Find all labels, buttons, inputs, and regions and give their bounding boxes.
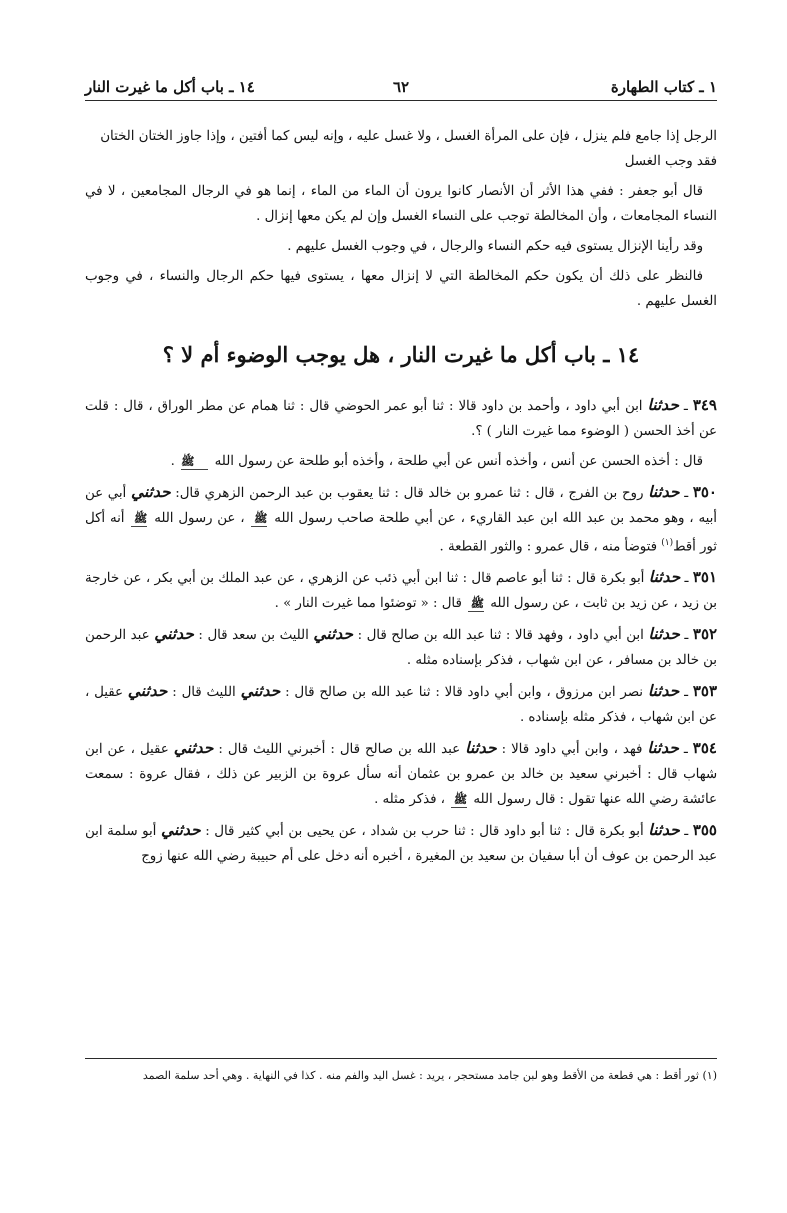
hadith-text: الليث بن سعد قال : (198, 628, 309, 644)
hadith-number: ٣٥٣ (692, 682, 718, 701)
hadith-text: عقيل ، عن ابن شهاب قال : أخبرني سعيد بن خالد بن عمرو بن عثمان أنه سأل عروة بن الزبير عن ذلك ، فقال عروة : سمعت عائشة رضي الله عنها تقول : قال رسول الله (85, 742, 717, 808)
hadith-text: قال : أخذه الحسن عن أنس ، وأخذه أنس عن أبي طلحة ، وأخذه أبو طلحة عن رسول الله (214, 454, 703, 469)
intro-paragraph-3: وقد رأينا الإنزال يستوى فيه حكم النساء والرجال ، في وجوب الغسل عليهم . (287, 239, 703, 254)
hadith-text: قال : « توضئوا مما غيرت النار » . (274, 596, 462, 612)
page-body (85, 124, 717, 874)
hadith-number: ٣٥٥ (692, 821, 717, 840)
hadith-marker: حدثني (313, 624, 354, 644)
salutation-glyph: ﷺ (131, 512, 147, 527)
hadith-355: ٣٥٥ ـ حدثنا أبو بكرة قال : ثنا أبو داود قال : ثنا حرب بن شداد ، عن يحيى بن أبي كثير قال : حدثني أبو سلمة ابن عبد الرحمن بن عوف أن أبا سفيان بن سعيد بن المغيرة ، أخبره أنه دخل على أم حبيبة رضي الله عنها زوج (85, 820, 717, 865)
hadith-number: ٣٥٠ (692, 483, 717, 501)
hadith-marker: حدثني (160, 820, 201, 840)
intro-text: الرجل إذا جامع فلم ينزل ، فإن على المرأة الغسل ، ولا غسل عليه ، وإنه ليس كما أفتين ، وإذا جاوز الختان الختان (100, 129, 717, 144)
hadith-text: أبو سلمة ابن عبد الرحمن بن عوف أن أبا سفيان بن سعيد بن المغيرة ، أخبره أنه دخل على أم حبيبة رضي الله عنها زوج (85, 824, 717, 865)
hadith-marker: حدثني (240, 681, 281, 701)
intro-paragraph-1 (85, 124, 717, 174)
hadith-353: ٣٥٣ ـ حدثنا نصر ابن مرزوق ، وابن أبي داود قالا : ثنا عبد الله بن صالح قال : حدثني الليث قال : حدثني عقيل ، عن ابن شهاب ، فذكر مثله بإسناده . (85, 681, 718, 726)
hadith-349-continuation: قال : أخذه الحسن عن أنس ، وأخذه أنس عن أبي طلحة ، وأخذه أبو طلحة عن رسول الله ﷺ . (170, 454, 703, 469)
salutation-glyph: ﷺ (181, 455, 208, 470)
intro-paragraph-2: قال أبو جعفر : ففي هذا الأثر أن الأنصار كانوا يرون أن الماء من الماء ، إنما هو في الرجال المجامعين ، لا في النساء المجامعات ، وأن المخالطة توجب على النساء الغسل وإن لم يكن معها إنزال . (85, 184, 717, 224)
footnote-mark: (١) (702, 1069, 717, 1082)
hadith-text: الليث قال : (172, 685, 236, 701)
hadith-marker: حدثنا (647, 681, 680, 701)
hadith-marker: حدثنا (648, 482, 680, 501)
hadith-text: عبد الرحمن بن خالد بن مسافر ، عن ابن شهاب ، فذكر بإسناده مثله . (85, 628, 717, 669)
book-section-title: ١ ـ كتاب الطهارة (610, 78, 717, 96)
hadith-349: ٣٤٩ ـ حدثنا ابن أبي داود ، وأحمد بن داود قالا : ثنا أبو عمر الحوضي قال : ثنا همام عن مطر الوراق ، قال : قلت عن أخذ الحسن ( الوضوء مما غيرت النار ) ؟. (85, 395, 717, 439)
hadith-text: أبو بكرة قال : ثنا أبو داود قال : ثنا حرب بن شداد ، عن يحيى بن أبي كثير قال : (205, 824, 644, 840)
salutation-glyph: ﷺ (468, 597, 484, 612)
running-header (85, 66, 717, 101)
hadith-text: نصر ابن مرزوق ، وابن أبي داود قالا : ثنا عبد الله بن صالح قال : (285, 685, 643, 701)
hadith-text: أبي عن أبيه ، وهو محمد بن عبد الله ابن عبد القاريء ، عن أبي طلحة صاحب رسول الله (85, 486, 717, 526)
hadith-text: أنه أكل ثور أقط (85, 511, 717, 555)
hadith-number: ٣٥١ (692, 568, 717, 587)
hadith-marker: حدثني (173, 738, 214, 758)
hadith-marker: حدثنا (648, 567, 681, 587)
intro-paragraph-4: فالنظر على ذلك أن يكون حكم المخالطة التي لا إنزال معها ، يستوى فيها حكم الرجال والنساء ، في وجوب الغسل عليهم . (85, 269, 717, 309)
footnote-divider (85, 1058, 717, 1059)
footnote-reference: (١) (661, 538, 674, 548)
intro-text: فقد وجب الغسل (624, 154, 717, 169)
hadith-marker: حدثني (127, 681, 168, 701)
chapter-title: ١٤ ـ باب أكل ما غيرت النار ، هل يوجب الوضوء أم لا ؟ (162, 342, 640, 367)
hadith-text: ابن أبي داود ، وأحمد بن داود قالا : ثنا أبو عمر الحوضي قال : ثنا همام عن مطر الوراق ، قال : قلت عن أخذ الحسن ( الوضوء مما غيرت النار ) ؟. (85, 399, 717, 439)
hadith-number: ٣٥٢ (692, 625, 718, 644)
hadith-text: ابن أبي داود ، وفهد قالا : ثنا عبد الله بن صالح قال : (357, 628, 644, 644)
hadith-text: روح بن الفرج ، قال : ثنا عمرو بن خالد قال : ثنا يعقوب بن عبد الرحمن الزهري قال: (175, 486, 644, 501)
hadith-352: ٣٥٢ ـ حدثنا ابن أبي داود ، وفهد قالا : ثنا عبد الله بن صالح قال : حدثني الليث بن سعد قال : حدثني عبد الرحمن بن خالد بن مسافر ، عن ابن شهاب ، فذكر بإسناده مثله . (85, 624, 718, 669)
footnote (85, 1068, 717, 1084)
hadith-text: عقيل ، عن ابن شهاب ، فذكر مثله بإسناده . (85, 685, 717, 726)
chapter-running-title: ١٤ ـ باب أكل ما غيرت النار (85, 78, 255, 96)
salutation-glyph: ﷺ (251, 512, 267, 527)
hadith-marker: حدثنا (648, 820, 680, 840)
footnote-text: ثور أقط : هي قطعة من الأقط وهو لبن جامد مستحجر ، يريد : غسل اليد والفم منه . كذا في النهاية . وهي أحد سلمة الصمد (142, 1069, 699, 1082)
hadith-351: ٣٥١ ـ حدثنا أبو بكرة قال : ثنا أبو عاصم قال : ثنا ابن أبي ذئب عن الزهري ، عن عبد الملك بن أبي بكر ، عن خارجة بن زيد ، عن زيد بن ثابت ، عن رسول الله ﷺ قال : « توضئوا مما غيرت النار » . (85, 567, 717, 612)
hadith-marker: حدثنا (648, 624, 680, 644)
hadith-text: ، فذكر مثله . (374, 792, 445, 808)
hadith-text: ، عن رسول الله (154, 511, 245, 526)
hadith-marker: حدثني (130, 482, 171, 501)
hadith-number: ٣٤٩ (692, 396, 717, 414)
hadith-marker: حدثنا (465, 738, 497, 758)
hadith-text: عبد الله بن صالح قال : أخبرني الليث قال : (218, 742, 461, 758)
hadith-marker: حدثنا (647, 395, 679, 414)
hadith-text: فتوضأ منه ، قال عمرو : والثور القطعة . (439, 539, 657, 555)
hadith-text: فهد ، وابن أبي داود قالا : (501, 742, 643, 758)
hadith-350: ٣٥٠ ـ حدثنا روح بن الفرج ، قال : ثنا عمرو بن خالد قال : ثنا يعقوب بن عبد الرحمن الزهري قال: حدثني أبي عن أبيه ، وهو محمد بن عبد الله ابن عبد القاريء ، عن أبي طلحة صاحب رسول الله ﷺ ، عن رسول الله ﷺ أنه أكل ثور أقط$^{(١)}$ فتوضأ منه ، قال عمرو : والثور القطعة . (85, 482, 717, 555)
hadith-354: ٣٥٤ ـ حدثنا فهد ، وابن أبي داود قالا : حدثنا عبد الله بن صالح قال : أخبرني الليث قال : حدثني عقيل ، عن ابن شهاب قال : أخبرني سعيد بن خالد بن عمرو بن عثمان أنه سأل عروة بن الزبير عن ذلك ، فقال عروة : سمعت عائشة رضي الله عنها تقول : قال رسول الله ﷺ ، فذكر مثله . (85, 738, 717, 808)
hadith-number: ٣٥٤ (692, 739, 717, 758)
hadith-marker: حدثني (154, 624, 194, 644)
hadith-text: أبو بكرة قال : ثنا أبو عاصم قال : ثنا ابن أبي ذئب عن الزهري ، عن عبد الملك بن أبي بكر ، عن خارجة بن زيد ، عن زيد بن ثابت ، عن رسول الله (85, 571, 717, 612)
page-number: ٦٢ (392, 78, 410, 96)
hadith-marker: حدثنا (647, 738, 679, 758)
salutation-glyph: ﷺ (451, 793, 467, 808)
